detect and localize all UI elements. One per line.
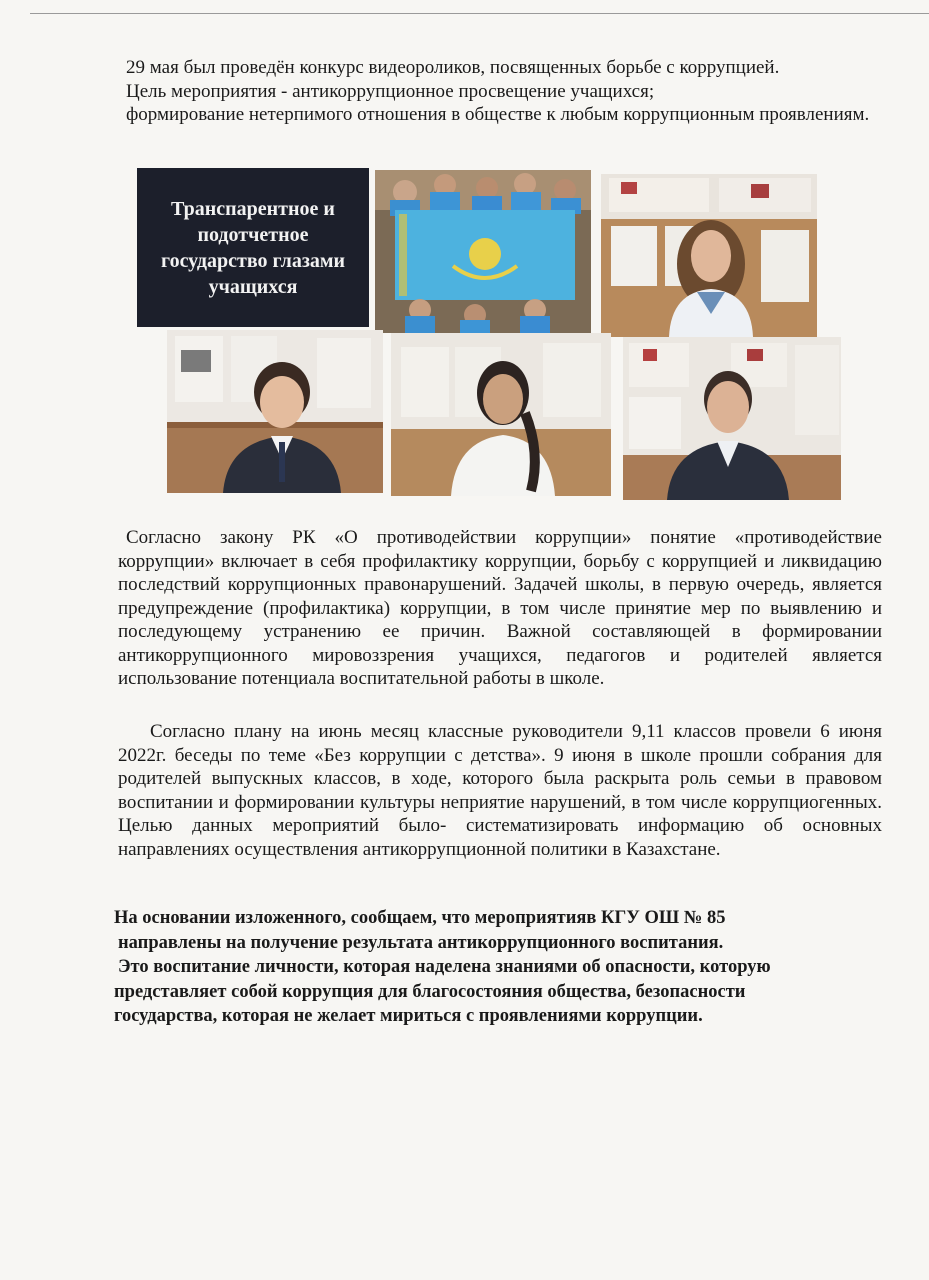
- photo-girl-1: [601, 174, 817, 337]
- conclusion-line-3: Это воспитание личности, которая наделена знаниями об опасности, которую: [118, 957, 771, 977]
- body-paragraph-2: Согласно плану на июнь месяц классные руководители 9,11 классов провели 6 июня 2022г. беседы по теме «Без коррупции с детства». 9 июня в школе прошли собрания для родителей выпускных классов, в ходе, которого была раскрыта роль семьи в правовом воспитании и формировании культуры неприятие нарушений, в том числе коррупциогенных. Целью данных мероприятий было- систематизировать информацию об основных направлениях осуществления антикоррупционной политики в Казахстане.: [118, 721, 882, 860]
- intro-line-1: 29 мая был проведён конкурс видеороликов, посвященных борьбе с коррупцией.: [126, 57, 780, 78]
- conclusion-line-4: представляет собой коррупция для благосостояния общества, безопасности: [114, 981, 746, 1002]
- photo-girl-2: [391, 333, 611, 496]
- title-card-text: Транспарентное и подотчетное государство глазами учащихся: [160, 197, 345, 298]
- conclusion-line-2: направлены на получение результата антикоррупционного воспитания.: [118, 932, 724, 953]
- conclusion-block: [114, 906, 884, 1029]
- photo-title-card: [137, 168, 369, 327]
- scan-edge-line: [30, 13, 929, 14]
- photo-boy-1: [167, 330, 383, 493]
- intro-line-3: формирование нетерпимого отношения в обществе к любым коррупционным проявлениям.: [126, 104, 870, 125]
- conclusion-line-5: государства, которая не желает мириться с проявлениями коррупции.: [114, 1006, 703, 1026]
- photo-boy-2: [623, 337, 841, 500]
- photo-flag-group: [375, 170, 591, 333]
- body-paragraph-1: Согласно закону РК «О противодействии коррупции» понятие «противодействие коррупции» включает в себя профилактику коррупции, борьбу с коррупцией и ликвидацию последствий коррупционных правонарушений. Задачей школы, в первую очередь, является предупреждение (профилактика) коррупции, в том числе принятие мер по выявлению и последующему устранению ее причин. Важной составляющей в формировании антикоррупционного мировоззрения учащихся, педагогов и родителей является использование потенциала воспитательной работы в школе.: [118, 527, 882, 689]
- intro-paragraph: [126, 56, 890, 127]
- conclusion-line-1: На основании изложенного, сообщаем, что мероприятияв КГУ ОШ № 85: [114, 908, 726, 928]
- intro-line-2: Цель мероприятия - антикоррупционное просвещение учащихся;: [126, 80, 655, 102]
